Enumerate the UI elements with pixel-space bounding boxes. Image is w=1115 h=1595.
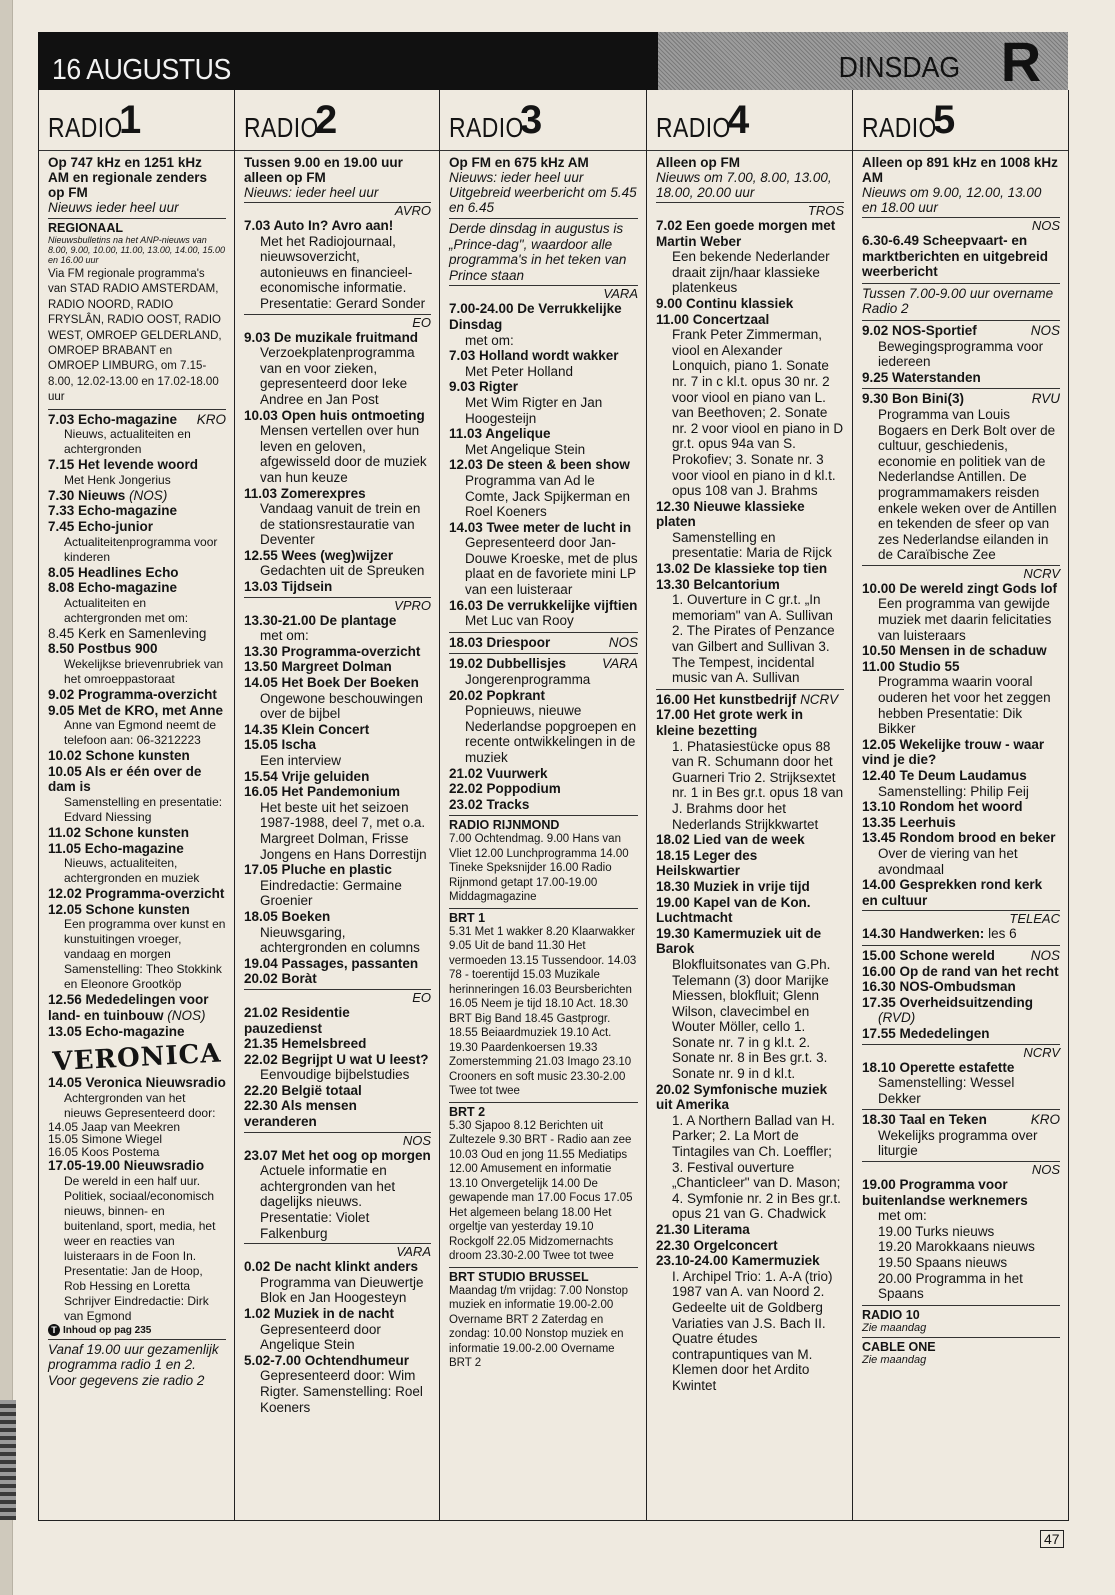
list-item: 14.00 Gesprekken rond kerk en cultuur bbox=[862, 877, 1043, 908]
t-icon: T bbox=[48, 1324, 60, 1336]
list-item: 19.20 Marokkaans nieuws bbox=[878, 1239, 1035, 1255]
radio-logo-letter: R bbox=[1000, 30, 1042, 93]
list-item: 9.02 Programma-overzicht bbox=[48, 687, 217, 702]
list-item: 15.54 Vrije geluiden bbox=[244, 768, 370, 784]
header-day-block bbox=[658, 30, 1068, 93]
list-item: 11.03 Zomerexpres Vandaag vanuit de trein en de stationsrestauratie van Deventer bbox=[244, 485, 421, 548]
regional-news: Nieuwsbulletins na het ANP-nieuws van 8.00, 9.00, 10.00, 11.00, 13.00, 14.00, 15.00 en 16.00 uur bbox=[48, 235, 225, 265]
broadcaster-label: VPRO bbox=[244, 597, 431, 613]
list-item: 7.15 Het levende woord Met Henk Jongerius bbox=[48, 457, 199, 487]
radio-2-heading bbox=[235, 90, 439, 151]
list-item: 7.30 Nieuws (NOS) bbox=[48, 487, 168, 503]
note: Vanaf 19.00 uur gezamenlijk programma radio 1 en 2. Voor gegevens zie radio 2 bbox=[48, 1341, 219, 1388]
frequency-info: Tussen 9.00 en 19.00 uur alleen op FM bbox=[244, 155, 403, 185]
news-info: Nieuws om 9.00, 12.00, 13.00 en 18.00 uur bbox=[862, 185, 1042, 215]
list-item: 22.02 Begrijpt U wat U leest? Eenvoudige bijbelstudies bbox=[244, 1051, 429, 1083]
list-item: NOS 18.03 Driespoor bbox=[449, 634, 638, 650]
list-item: 7.00-24.00 De Verrukkelijke Dinsdag met om: bbox=[449, 301, 622, 348]
list-item: 16.00 Het kunstbedrijf NCRV bbox=[656, 691, 839, 707]
list-item: 22.02 Poppodium bbox=[449, 781, 561, 797]
station-text: Zie maandag bbox=[862, 1354, 927, 1367]
list-item: 20.02 Boràt bbox=[244, 971, 317, 987]
regional-heading: REGIONAAL bbox=[48, 221, 123, 235]
list-item: 16.00 Op de rand van het recht bbox=[862, 963, 1059, 979]
list-item: 13.30 Programma-overzicht bbox=[244, 643, 421, 659]
list-item: KRO 7.03 Echo-magazine Nieuws, actualiteiten en achtergronden bbox=[48, 411, 226, 457]
list-item: 13.50 Margreet Dolman bbox=[244, 659, 392, 675]
list-item: 11.00 Concertzaal Frank Peter Zimmerman, viool en Alexander Lonquich, piano 1. Sonate nr. 7 in c kl.t. opus 30 nr. 2 voor viool en piano van L. van Beethoven; 2. Sonate nr. 2 voor viool en piano in D gr.t. opus 94a van S. Prokofiev; 3. Sonate nr. 3 voor viool en piano in d kl.t. opus 108 van J. Brahms bbox=[656, 311, 844, 499]
list-item: 22.30 Orgelconcert bbox=[656, 1237, 778, 1253]
list-item: 14.03 Twee meter de lucht in Gepresenteerd door Jan-Douwe Kroeske, met de plus plaat en de favoriete mini LP van een luisteraar bbox=[449, 519, 638, 598]
header-date: 16 AUGUSTUS bbox=[52, 54, 231, 86]
list-item: 14.30 Handwerken: les 6 bbox=[862, 926, 1017, 942]
list-item: 21.30 Literama bbox=[656, 1222, 750, 1237]
list-item: 14.35 Klein Concert bbox=[244, 721, 370, 737]
list-item: 7.02 Een goede morgen met Martin Weber Een bekende Nederlander draait zijn/haar klassieke platenkeus bbox=[656, 218, 836, 296]
broadcaster-label: NOS bbox=[862, 217, 1060, 233]
broadcaster-label: EO bbox=[244, 989, 431, 1005]
list-item: 13.30-21.00 De plantage met om: bbox=[244, 612, 397, 644]
list-item: 19.00 Kapel van de Kon. Luchtmacht bbox=[656, 894, 811, 926]
list-item: 19.50 Spaans nieuws bbox=[878, 1255, 1008, 1271]
list-item: 19.00 Turks nieuws bbox=[878, 1223, 995, 1239]
station-heading: RADIO RIJNMOND bbox=[449, 818, 560, 833]
binding-strip bbox=[0, 1400, 16, 1520]
radio-3-heading bbox=[440, 90, 646, 151]
list-item: 11.03 Angelique Met Angelique Stein bbox=[449, 426, 586, 457]
radio-number: 2 bbox=[315, 98, 338, 142]
list-item: NOS 15.00 Schone wereld bbox=[862, 947, 1060, 963]
list-item: 18.15 Leger des Heilskwartier bbox=[656, 847, 758, 879]
radio-label: RADIO bbox=[244, 112, 319, 143]
list-item: 13.10 Rondom het woord bbox=[862, 799, 1023, 815]
header-day: DINSDAG bbox=[838, 52, 960, 84]
broadcaster-label: AVRO bbox=[244, 202, 431, 218]
broadcaster-label: TELEAC bbox=[862, 910, 1060, 926]
note: Derde dinsdag in augustus is „Prince-dag", waardoor alle programma's in het teken van Prince staan bbox=[449, 221, 627, 283]
frequency-info: Op 747 kHz en 1251 kHz AM en regionale zenders op FM bbox=[48, 155, 208, 200]
station-text: Zie maandag bbox=[862, 1321, 927, 1334]
station-text: 5.30 Sjapoo 8.12 Berichten uit Zultezele 9.30 BRT - Radio aan zee 10.03 Oud en jong 11.55 Mediatips 12.00 Amusement en informatie 13.10 Onvergetelijk 14.00 De gewapende man 17.00 Focus 17.05 Het algemeen belang 18.00 Het orgeltje van yesterday 19.10 Rockgolf 22.05 Midzomernachts droom 23.30-2.00 Twee tot twee bbox=[449, 1119, 633, 1263]
list-item: 9.03 Rigter Met Wim Rigter en Jan Hoogesteijn bbox=[449, 379, 603, 426]
list-item: 7.03 Holland wordt wakker Met Peter Holland bbox=[449, 348, 619, 379]
list-item: 12.03 De steen & been show Programma van Ad le Comte, Jack Spijkerman en Roel Koeners bbox=[449, 457, 631, 520]
column-radio-2 bbox=[235, 90, 440, 1520]
list-item: RVU 9.30 Bon Bini(3) Programma van Louis Bogaers en Derk Bolt over de cultuur, geschiedenis, economie en politiek van de Nederlandse Antillen. De programmamakers reisden enkele weken over de Antillen en tekenden de sfeer op van zes Nederlandse eilanden in de Caraïbische Zee bbox=[862, 391, 1060, 563]
schedule-grid bbox=[38, 90, 1069, 1521]
news-info: Nieuws om 7.00, 8.00, 13.00, 18.00, 20.00 uur bbox=[656, 170, 832, 200]
list-item: VARA 19.02 Dubbellisjes Jongerenprogramma bbox=[449, 656, 638, 688]
list-item: 20.00 Programma in het Spaans bbox=[878, 1270, 1023, 1302]
broadcaster-label: VARA bbox=[449, 285, 638, 301]
frequency-info: Op FM en 675 kHz AM bbox=[449, 155, 589, 170]
list-item: 13.03 Tijdsein bbox=[244, 579, 333, 595]
frequency-info: Alleen op 891 kHz en 1008 kHz AM bbox=[862, 155, 1058, 185]
column-radio-3 bbox=[440, 90, 647, 1520]
list-item: 20.02 Symfonische muziek uit Amerika 1. A Northern Ballad van H. Parker; 2. La Mort de Tintagiles van Ch. Loeffler; 3. Festival ouverture „Chanticleer" van D. Mason; 4. Symfonie nr. 2 in Bes gr.t. opus 21 van G. Chadwick bbox=[656, 1081, 841, 1222]
list-item: 12.56 Mededelingen voor land- en tuinbouw (NOS) bbox=[48, 992, 209, 1023]
radio-number: 5 bbox=[933, 98, 956, 142]
list-item: 9.25 Waterstanden bbox=[862, 369, 981, 385]
list-item: 16.03 De verrukkelijke vijftien Met Luc van Rooy bbox=[449, 597, 638, 629]
broadcaster-label: NCRV bbox=[862, 565, 1060, 581]
list-item: 13.45 Rondom brood en beker Over de viering van het avondmaal bbox=[862, 830, 1056, 877]
list-item: 16.05 Koos Postema bbox=[48, 1144, 160, 1159]
list-item: 10.03 Open huis ontmoeting Mensen vertellen over hun leven en geloven, afgewisseld door de muziek van hun keuze bbox=[244, 407, 427, 485]
list-item: 12.40 Te Deum Laudamus Samenstelling: Philip Feij bbox=[862, 768, 1029, 799]
list-item: 10.00 De wereld zingt Gods lof Een programma van gewijde muziek met daarin felicitaties van luisteraars bbox=[862, 580, 1058, 643]
list-item: KRO 18.30 Taal en Teken Wekelijks programma over liturgie bbox=[862, 1112, 1060, 1159]
broadcaster-label: VARA bbox=[244, 1243, 431, 1259]
broadcaster-label: EO bbox=[244, 314, 431, 330]
radio-1-heading bbox=[39, 90, 234, 151]
column-radio-4 bbox=[647, 90, 853, 1520]
list-item: 12.55 Wees (weg)wijzer Gedachten uit de Spreuken bbox=[244, 547, 425, 579]
list-item: 21.02 Vuurwerk bbox=[449, 765, 548, 781]
list-item: 10.05 Als er één over de dam is Samenstelling en presentatie: Edvard Niessing bbox=[48, 763, 223, 824]
list-item: 19.04 Passages, passanten bbox=[244, 955, 419, 971]
column-radio-1 bbox=[39, 90, 235, 1520]
news-info: Nieuws ieder heel uur bbox=[48, 200, 179, 215]
list-item: 13.35 Leerhuis bbox=[862, 814, 956, 830]
radio-label: RADIO bbox=[449, 112, 524, 143]
station-heading: BRT 1 bbox=[449, 910, 486, 925]
list-item: 7.45 Echo-junior Actualiteitenprogramma voor kinderen bbox=[48, 519, 218, 564]
broadcaster-label: NOS bbox=[244, 1132, 431, 1148]
station-heading: CABLE ONE bbox=[862, 1340, 936, 1355]
list-item: 0.02 De nacht klinkt anders Programma van Dieuwertje Blok en Jan Hoogesteyn bbox=[244, 1259, 424, 1306]
list-item: 5.02-7.00 Ochtendhumeur Gepresenteerd door: Wim Rigter. Samenstelling: Roel Koeners bbox=[244, 1352, 423, 1415]
news-info: Nieuws: ieder heel uur Uitgebreid weerbericht om 5.45 en 6.45 bbox=[449, 170, 637, 215]
list-item: 12.05 Schone kunsten Een programma over kunst en kunstuitingen vroeger, vandaag en morgen Samenstelling: Theo Stokkink en Eleonore Grootköp bbox=[48, 901, 226, 992]
list-item: 21.35 Hemelsbreed bbox=[244, 1036, 367, 1052]
list-item: 1.02 Muziek in de nacht Gepresenteerd door Angelique Stein bbox=[244, 1306, 395, 1353]
list-item: 20.02 Popkrant Popnieuws, nieuwe Nederlandse popgroepen en recente ontwikkelingen in de muziek bbox=[449, 687, 637, 765]
list-item: 13.05 Echo-magazine bbox=[48, 1023, 185, 1039]
broadcaster-label: NOS bbox=[862, 1161, 1060, 1177]
radio-label: RADIO bbox=[656, 112, 731, 143]
station-text: 7.00 Ochtendmag. 9.00 Hans van Vliet 12.00 Lunchprogramma 14.00 Tineke Speksnijder 16.00 Radio Rijnmond getapt 17.00-19.00 Middagmagazine bbox=[449, 833, 629, 904]
list-item: 17.05 Pluche en plastic Eindredactie: Germaine Groenier bbox=[244, 862, 402, 909]
list-item: 17.05-19.00 Nieuwsradio De wereld in een half uur. Politiek, sociaal/economisch nieuws, binnen- en buitenland, sport, media, het weer en reacties van luisteraars in de Foon In. Presentatie: Jan de Hoop, Rob Hessing en Loretta Schrijver Eindredactie: Dirk van Egmond bbox=[48, 1158, 216, 1323]
note: Tussen 7.00-9.00 uur overname Radio 2 bbox=[862, 285, 1054, 317]
list-item: 9.05 Met de KRO, met Anne Anne van Egmond neemt de telefoon aan: 06-3212223 bbox=[48, 702, 224, 748]
broadcaster-label: TROS bbox=[656, 202, 844, 218]
list-item: 14.05 Het Boek Der Boeken Ongewone beschouwingen over de bijbel bbox=[244, 675, 423, 722]
page-header bbox=[38, 30, 1068, 93]
regional-text: Via FM regionale programma's van STAD RADIO AMSTERDAM, RADIO NOORD, RADIO FRYSLÂN, RADIO OOST, RADIO WEST, OMROEP GELDERLAND, OMROEP BRABANT en OMROEP LIMBURG, om 7.15-8.00, 12.02-13.00 en 17.02-18.00 uur bbox=[48, 268, 222, 404]
list-item: 11.02 Schone kunsten bbox=[48, 824, 190, 840]
radio-5-heading bbox=[853, 90, 1068, 151]
list-item: 23.07 Met het oog op morgen Actuele informatie en achtergronden van het dagelijks nieuws. Presentatie: Violet Falkenburg bbox=[244, 1147, 431, 1241]
list-item: 18.02 Lied van de week bbox=[656, 832, 805, 848]
list-item: 16.05 Het Pandemonium Het beste uit het seizoen 1987-1988, deel 7, met o.a. Margreet Dolman, Frisse Jongens en Hans Dorrestijn bbox=[244, 784, 427, 862]
radio-number: 4 bbox=[727, 98, 750, 142]
list-item: 17.35 Overheidsuitzending (RVD) bbox=[862, 994, 1034, 1026]
list-item: 19.00 Programma voor buitenlandse werknemers met om: bbox=[862, 1177, 1028, 1224]
list-item: 14.05 Veronica Nieuwsradio Achtergronden van het nieuws Gepresenteerd door: bbox=[48, 1075, 226, 1120]
list-item: NOS 9.02 NOS-Sportief Bewegingsprogramma voor iedereen bbox=[862, 322, 1060, 370]
list-item: 6.30-6.49 Scheepvaart- en marktberichten en uitgebreid weerbericht bbox=[862, 233, 1049, 280]
list-item: 8.50 Postbus 900 Wekelijkse brievenrubriek van het omroeppastoraat bbox=[48, 641, 224, 686]
station-heading: BRT STUDIO BRUSSEL bbox=[449, 1269, 589, 1284]
veronica-logo: VERONICA bbox=[51, 1038, 223, 1078]
list-item: 11.00 Studio 55 Programma waarin vooral ouderen het voor het zeggen hebben Presentatie: Dik Bikker bbox=[862, 658, 1051, 737]
list-item: 23.02 Tracks bbox=[449, 796, 530, 812]
list-item: 15.05 Simone Wiegel bbox=[48, 1132, 163, 1147]
list-item: 17.00 Het grote werk in kleine bezetting 1. Phatasiestücke opus 88 van R. Schumann door het Guarneri Trio 2. Strijksextet nr. 1 in Bes gr.t. opus 18 van J. Brahms door het Nederlands Strijkkwartet bbox=[656, 707, 844, 832]
station-text: Maandag t/m vrijdag: 7.00 Nonstop muziek en informatie 19.00-2.00 Overname BRT 2 Zaterdag en zondag: 10.00 Nonstop muziek en informatie 19.00-2.00 Overname BRT 2 bbox=[449, 1284, 628, 1370]
broadcaster-label: NCRV bbox=[862, 1044, 1060, 1060]
list-item: 7.03 Auto In? Avro aan! Met het Radiojournaal, nieuwsoverzicht, autonieuws en financieel-economische informatie. Presentatie: Gerard Sonder bbox=[244, 218, 426, 311]
list-item: 22.30 Als mensen veranderen bbox=[244, 1098, 357, 1130]
list-item: 14.05 Jaap van Meekren bbox=[48, 1119, 181, 1134]
list-item: 13.02 De klassieke top tien bbox=[656, 561, 828, 577]
frequency-info: Alleen op FM bbox=[656, 155, 740, 170]
news-info: Nieuws: ieder heel uur bbox=[244, 185, 379, 200]
list-item: 12.05 Wekelijke trouw - waar vind je die? bbox=[862, 736, 1045, 768]
list-item: 19.30 Kamermuziek uit de Barok Blokfluitsonates van G.Ph. Telemann (3) door Marijke Miessen, blokfluit; Glenn Wilson, clavecimbel en Wouter Möller, cello 1. Sonate nr. 7 in g kl.t. 2. Sonate nr. 8 in Bes gr.t. 3. Sonate nr. 9 in d kl.t. bbox=[656, 925, 831, 1082]
list-item: 8.05 Headlines Echo bbox=[48, 564, 179, 580]
radio-label: RADIO bbox=[862, 112, 937, 143]
radio-number: 3 bbox=[520, 98, 543, 142]
list-item: 21.02 Residentie pauzedienst bbox=[244, 1004, 350, 1036]
list-item: 10.02 Schone kunsten bbox=[48, 748, 190, 764]
list-item: 13.30 Belcantorium 1. Ouverture in C gr.t. „In memoriam" van A. Sullivan 2. The Pirates of Penzance van Gilbert and Sullivan 3. The Tempest, incidental music van A. Sullivan bbox=[656, 576, 835, 686]
radio-label: RADIO bbox=[48, 112, 123, 143]
list-item: 7.33 Echo-magazine bbox=[48, 503, 178, 519]
list-item: 11.05 Echo-magazine Nieuws, actualiteiten, achtergronden en muziek bbox=[48, 840, 200, 886]
list-item: 8.45 Kerk en Samenleving bbox=[48, 625, 207, 641]
list-item: 12.30 Nieuwe klassieke platen Samenstelling en presentatie: Maria de Rijck bbox=[656, 498, 832, 561]
list-item: 18.05 Boeken Nieuwsgaring, achtergronden en columns bbox=[244, 908, 420, 956]
radio-number: 1 bbox=[119, 98, 142, 142]
list-item: 15.05 Ischa Een interview bbox=[244, 737, 342, 768]
list-item: 9.03 De muzikale fruitmand Verzoekplatenprogramma van en voor zieken, gepresenteerd door Ieke Andree en Jan Post bbox=[244, 329, 419, 407]
station-text: 5.31 Met 1 wakker 8.20 Klaarwakker 9.05 Uit de band 11.30 Het vermoeden 13.15 Tussendoor. 14.03 78 - toerentijd 15.03 Muzikale herinneringen 16.03 Beursberichten 16.05 Neem je tijd 18.10 Act. 18.30 BRT Big Band 18.45 Gastprogr. 18.55 Beiaardmuziek 19.10 Act. 19.30 Paardenkoersen 19.33 Zomerstemming 21.03 Imago 23.10 Crooners en soft music 23.30-2.00 Twee tot twee bbox=[449, 925, 637, 1098]
inhoud-reference: T Inhoud op pag 235 bbox=[48, 1324, 226, 1336]
column-radio-5 bbox=[853, 90, 1069, 1520]
list-item: 12.02 Programma-overzicht bbox=[48, 886, 225, 902]
page-number: 47 bbox=[1040, 1530, 1064, 1548]
list-item: 17.55 Mededelingen bbox=[862, 1025, 990, 1041]
list-item: 23.10-24.00 Kamermuziek I. Archipel Trio: 1. A-A (trio) 1987 van A. van Noord 2. Gedeelte uit de Goldberg Variaties van J.S. Bach II. Quatre études contrapuntiques van M. Klemen door het Ardito Kwintet bbox=[656, 1253, 833, 1393]
list-item: 16.30 NOS-Ombudsman bbox=[862, 979, 1016, 995]
list-item: 22.20 België totaal bbox=[244, 1082, 362, 1098]
list-item: 9.00 Continu klassiek bbox=[656, 295, 794, 311]
list-item: 18.10 Operette estafette Samenstelling: Wessel Dekker bbox=[862, 1059, 1015, 1106]
station-heading: BRT 2 bbox=[449, 1104, 486, 1119]
station-heading: RADIO 10 bbox=[862, 1307, 920, 1322]
list-item: 10.50 Mensen in de schaduw bbox=[862, 643, 1047, 659]
radio-4-heading bbox=[647, 90, 852, 151]
page-gutter bbox=[0, 0, 13, 1595]
list-item: 8.08 Echo-magazine Actualiteiten en achtergronden met om: bbox=[48, 580, 189, 625]
list-item: 18.30 Muziek in vrije tijd bbox=[656, 878, 810, 894]
